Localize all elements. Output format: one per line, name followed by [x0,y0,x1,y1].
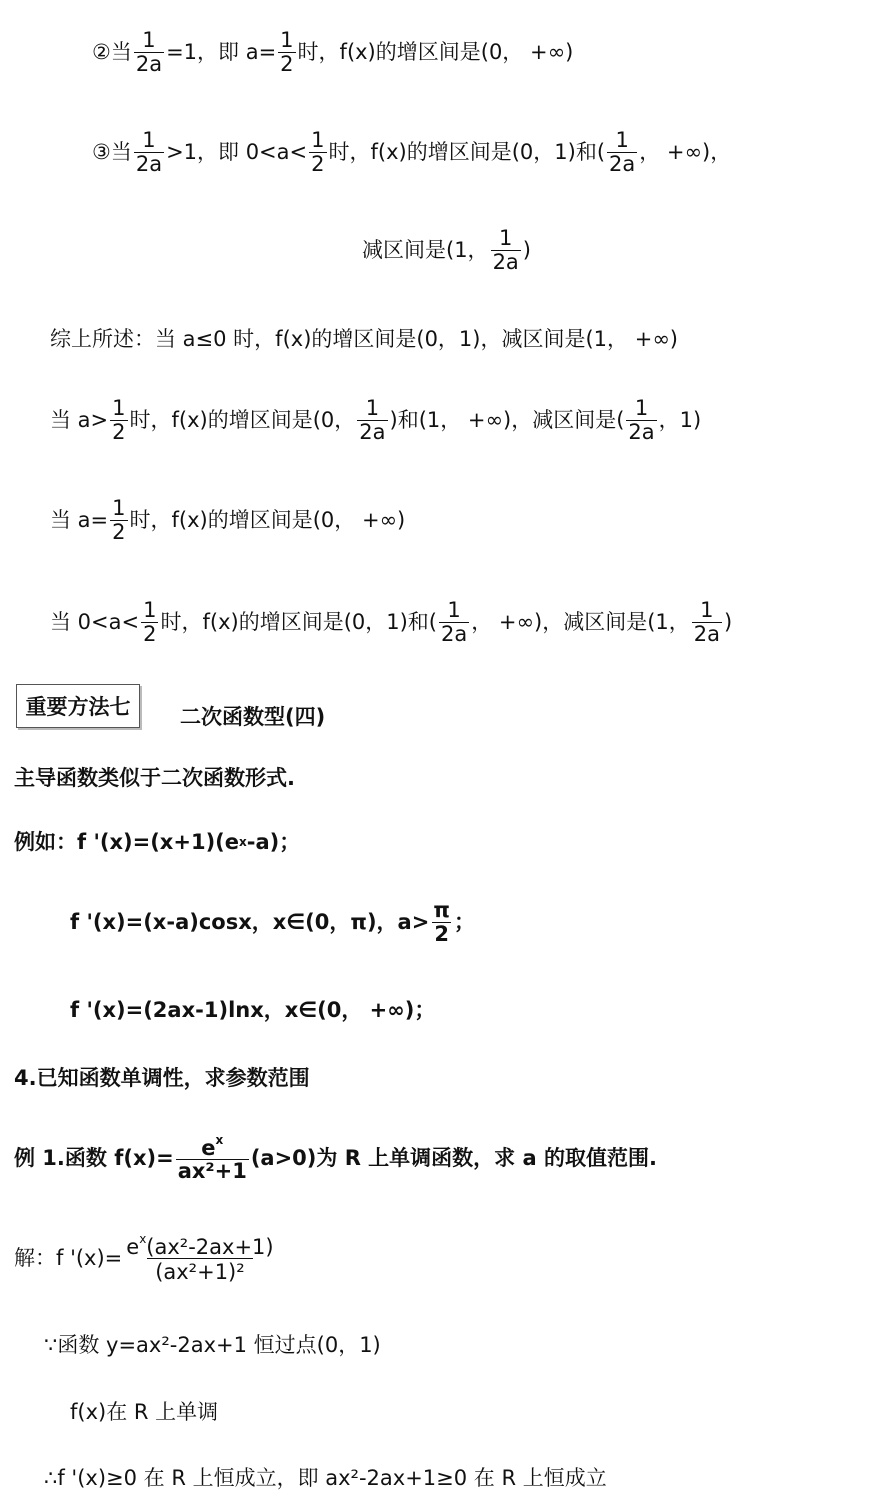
text-line [14,1132,657,1183]
fraction [626,397,656,442]
fraction [309,129,326,174]
fraction-denominator: 2 [434,921,449,946]
text-line [70,900,475,944]
text-run: >1，即 0<a< [166,139,308,164]
fraction-numerator: 1 [447,598,461,623]
text-run: 二次函数型(四) [180,704,326,729]
text-run: 时，f(x)的增区间是(0，1)和( [160,609,437,634]
fraction-denominator: 2a [609,151,636,176]
text-run: 当 a= [50,507,109,532]
fraction-numerator: 1 [112,396,126,421]
fraction-denominator: 2a [693,621,720,646]
fraction-numerator: 1 [498,226,513,251]
fraction-numerator: 1 [142,28,156,53]
fraction-denominator: 2 [143,621,157,646]
text-run: 4.已知函数单调性，求参数范围 [14,1065,310,1090]
fraction-denominator: 2 [112,519,126,544]
fraction [141,599,158,644]
text-line [50,398,701,442]
text-run: -a)； [246,829,301,854]
fraction [431,899,452,944]
text-line [14,1231,278,1284]
text-line [180,695,325,739]
fraction [134,129,164,174]
fraction-denominator: 2 [280,51,294,76]
text-line [70,1390,218,1434]
text-run: 解：f '(x)= [14,1245,123,1270]
fraction-numerator: 1 [142,128,156,153]
text-run: 主导函数类似于二次函数形式. [14,765,295,790]
text-run: ③当 [92,139,132,164]
text-run: ) [522,237,531,262]
text-line [70,988,435,1032]
text-run: ) [723,609,733,634]
text-run: ②当 [92,39,132,64]
fraction-denominator: 2a [135,51,163,76]
fraction [692,599,722,644]
text-run: 综上所述：当 a≤0 时，f(x)的增区间是(0，1)，减区间是(1， +∞) [50,326,678,351]
text-line [14,756,295,800]
text-run: 时，f(x)的增区间是(0，1)和( [328,139,606,164]
text-run: 时，f(x)的增区间是(0， [129,407,356,432]
text-run: 例 1.函数 f(x)= [14,1145,174,1170]
fraction-numerator: 1 [365,396,380,421]
text-line [14,820,300,864]
text-line [92,30,573,74]
fraction-numerator: 1 [143,598,157,623]
fraction-denominator: 2a [441,621,468,646]
fraction-numerator: $e^x$ [201,1132,224,1160]
fraction-denominator: 2a [492,249,519,274]
text-run: ，1) [658,407,702,432]
text-run: 时，f(x)的增区间是(0， +∞) [129,507,406,532]
fraction-denominator: 2a [135,151,163,176]
text-run: f(x)在 R 上单调 [70,1399,219,1424]
text-run: ， +∞)，减区间是(1， [471,609,690,634]
fraction [278,29,295,74]
text-run: ， +∞)， [639,139,732,164]
fraction-numerator: 1 [112,496,126,521]
fraction-numerator: 1 [311,128,325,153]
fraction-denominator: (ax²+1)² [147,1258,252,1283]
text-run: 当 a> [50,407,109,432]
text-line [92,130,731,174]
fraction-numerator: 1 [615,128,629,153]
text-run: f '(x)=(x-a)cosx，x∈(0，π)，a> [70,909,430,934]
text-run: (a>0)为 R 上单调函数，求 a 的取值范围. [250,1145,657,1170]
text-run: ； [453,909,475,934]
text-run: 当 0<a< [50,609,140,634]
text-run: ∵函数 y=ax²-2ax+1 恒过点(0，1) [44,1332,381,1357]
fraction [134,29,164,74]
text-run: =1，即 a= [166,39,277,64]
fraction-numerator: 1 [280,28,294,53]
text-line [50,317,678,361]
fraction-denominator: ax²+1 [177,1159,247,1183]
text-line [44,1456,607,1500]
fraction [439,599,469,644]
text-line [44,1323,381,1367]
fraction [124,1233,275,1283]
fraction-denominator: 2a [359,419,386,444]
fraction [176,1134,249,1182]
method-box: 重要方法七 [16,684,140,728]
text-run: 例如：f '(x)=(x+1)(e [14,829,240,854]
text-line [362,228,531,272]
text-run: f '(x)=(2ax-1)lnx，x∈(0， +∞)； [70,997,436,1022]
fraction [491,227,521,272]
fraction-denominator: 2a [628,419,655,444]
fraction-denominator: 2 [311,151,325,176]
text-line [50,600,732,644]
fraction-numerator: π [433,898,450,923]
text-line [14,1056,310,1100]
fraction-numerator: 1 [700,598,714,623]
fraction [607,129,637,174]
fraction [110,497,127,542]
text-run: 时，f(x)的增区间是(0， +∞) [297,39,574,64]
fraction [357,397,387,442]
fraction-numerator: $e^x(ax^2-2ax+1)$ [126,1231,274,1259]
text-line [50,498,405,542]
superscript: x [239,835,247,849]
fraction [110,397,127,442]
text-run: )和(1， +∞)，减区间是( [389,407,625,432]
fraction-denominator: 2 [112,419,126,444]
text-run: 减区间是(1， [362,237,489,262]
text-run: ∴f '(x)≥0 在 R 上恒成立，即 ax²-2ax+1≥0 在 R 上恒成立 [44,1465,607,1490]
fraction-numerator: 1 [634,396,649,421]
